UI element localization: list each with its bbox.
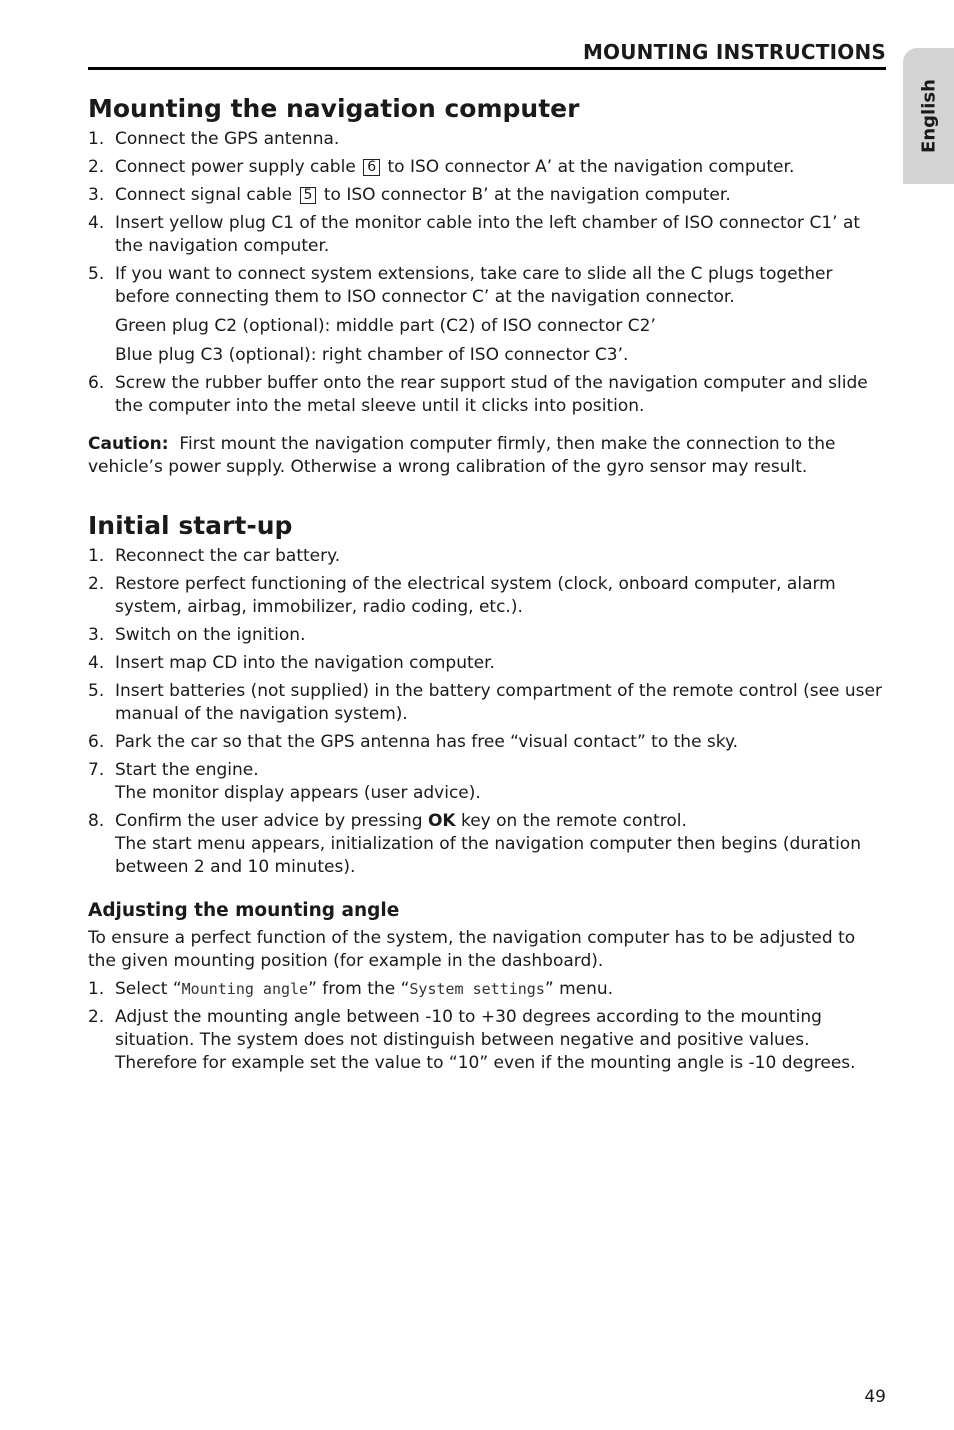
menu-item-code: Mounting angle bbox=[181, 980, 309, 998]
item-text: If you want to connect system extensions, take care to slide all the C plugs together before connecting them to ISO connector C’ at the navigation connector. bbox=[115, 264, 833, 307]
item-text: Insert batteries (not supplied) in the battery compartment of the remote control (see user manual of the navigation system). bbox=[115, 681, 882, 724]
item-text-line bbox=[115, 810, 886, 833]
item-number: 2. bbox=[88, 157, 105, 177]
language-tab bbox=[903, 48, 954, 184]
item-number: 1. bbox=[88, 979, 105, 999]
item-note: Green plug C2 (optional): middle part (C2) of ISO connector C2’ bbox=[115, 316, 656, 336]
startup-steps-list bbox=[88, 545, 886, 879]
item-text: Adjust the mounting angle between -10 to +30 degrees according to the mounting situation. The system does not distinguish between negative and positive values. Therefore for example set the value to “10” even if the mounting angle is -10 degrees. bbox=[115, 1007, 856, 1073]
item-number: 4. bbox=[88, 653, 105, 673]
item-text: Connect signal cable bbox=[115, 185, 293, 205]
item-text: Restore perfect functioning of the electrical system (clock, onboard computer, alarm system, airbag, immobilizer, radio coding, etc.). bbox=[115, 574, 836, 617]
list-item bbox=[88, 184, 886, 207]
item-text: to ISO connector B’ at the navigation computer. bbox=[323, 185, 731, 205]
item-number: 5. bbox=[88, 264, 105, 284]
item-number: 2. bbox=[88, 574, 105, 594]
ok-key-label: OK bbox=[427, 811, 456, 831]
mounting-steps-list bbox=[88, 128, 886, 418]
list-item bbox=[88, 680, 886, 726]
list-item bbox=[88, 1006, 886, 1075]
item-text: Select “ bbox=[115, 979, 182, 999]
item-number: 8. bbox=[88, 811, 105, 831]
subsection-intro: To ensure a perfect function of the system, the navigation computer has to be adjusted to the given mounting position (for example in the dashboard). bbox=[88, 928, 856, 971]
item-text: Connect power supply cable bbox=[115, 157, 356, 177]
angle-steps-list bbox=[88, 978, 886, 1075]
list-item bbox=[88, 128, 886, 151]
list-item bbox=[88, 545, 886, 568]
item-note: Blue plug C3 (optional): right chamber of ISO connector C3’. bbox=[115, 345, 629, 365]
item-number: 5. bbox=[88, 681, 105, 701]
item-number: 7. bbox=[88, 760, 105, 780]
language-tab-label: English bbox=[918, 79, 939, 153]
list-item bbox=[88, 156, 886, 179]
item-text: Reconnect the car battery. bbox=[115, 546, 341, 566]
running-header: MOUNTING INSTRUCTIONS bbox=[582, 40, 886, 64]
list-item bbox=[88, 573, 886, 619]
list-item bbox=[88, 978, 886, 1001]
caution-text: First mount the navigation computer firmly, then make the connection to the vehicle’s power supply. Otherwise a wrong calibration of the gyro sensor may result. bbox=[88, 434, 836, 477]
section-heading-startup: Initial start-up bbox=[88, 511, 293, 540]
list-item bbox=[88, 810, 886, 879]
cable-number-box: 6 bbox=[363, 159, 380, 176]
caution-paragraph bbox=[88, 433, 886, 479]
item-text: ” from the “ bbox=[308, 979, 410, 999]
item-text: Screw the rubber buffer onto the rear support stud of the navigation computer and slide the computer into the metal sleeve until it clicks into position. bbox=[115, 373, 868, 416]
section-heading-mounting: Mounting the navigation computer bbox=[88, 94, 580, 123]
item-text: key on the remote control. bbox=[460, 811, 687, 831]
item-result: The monitor display appears (user advice). bbox=[115, 783, 481, 803]
item-number: 6. bbox=[88, 732, 105, 752]
item-number: 2. bbox=[88, 1007, 105, 1027]
list-item bbox=[88, 624, 886, 647]
list-item bbox=[88, 372, 886, 418]
item-text: Park the car so that the GPS antenna has free “visual contact” to the sky. bbox=[115, 732, 739, 752]
item-text: Switch on the ignition. bbox=[115, 625, 306, 645]
page-content bbox=[88, 92, 886, 1080]
item-text: Insert yellow plug C1 of the monitor cable into the left chamber of ISO connector C1’ at the navigation computer. bbox=[115, 213, 861, 256]
page-number: 49 bbox=[864, 1387, 886, 1407]
header-rule bbox=[88, 67, 886, 70]
item-text: Connect the GPS antenna. bbox=[115, 129, 340, 149]
list-item bbox=[88, 731, 886, 754]
cable-number-box: 5 bbox=[300, 187, 317, 204]
item-number: 3. bbox=[88, 625, 105, 645]
item-number: 1. bbox=[88, 546, 105, 566]
caution-label: Caution: bbox=[88, 434, 169, 454]
list-item bbox=[88, 759, 886, 805]
list-item bbox=[88, 652, 886, 675]
item-text: Insert map CD into the navigation computer. bbox=[115, 653, 495, 673]
item-text: Confirm the user advice by pressing bbox=[115, 811, 423, 831]
item-number: 1. bbox=[88, 129, 105, 149]
list-item bbox=[88, 212, 886, 258]
item-number: 6. bbox=[88, 373, 105, 393]
item-text: Start the engine. bbox=[115, 760, 259, 780]
item-text: to ISO connector A’ at the navigation computer. bbox=[387, 157, 795, 177]
item-number: 3. bbox=[88, 185, 105, 205]
item-number: 4. bbox=[88, 213, 105, 233]
list-item bbox=[88, 263, 886, 367]
menu-name-code: System settings bbox=[409, 980, 545, 998]
item-result: The start menu appears, initialization of the navigation computer then begins (duration between 2 and 10 minutes). bbox=[115, 834, 861, 877]
item-text: ” menu. bbox=[544, 979, 614, 999]
subsection-heading: Adjusting the mounting angle bbox=[88, 900, 400, 921]
